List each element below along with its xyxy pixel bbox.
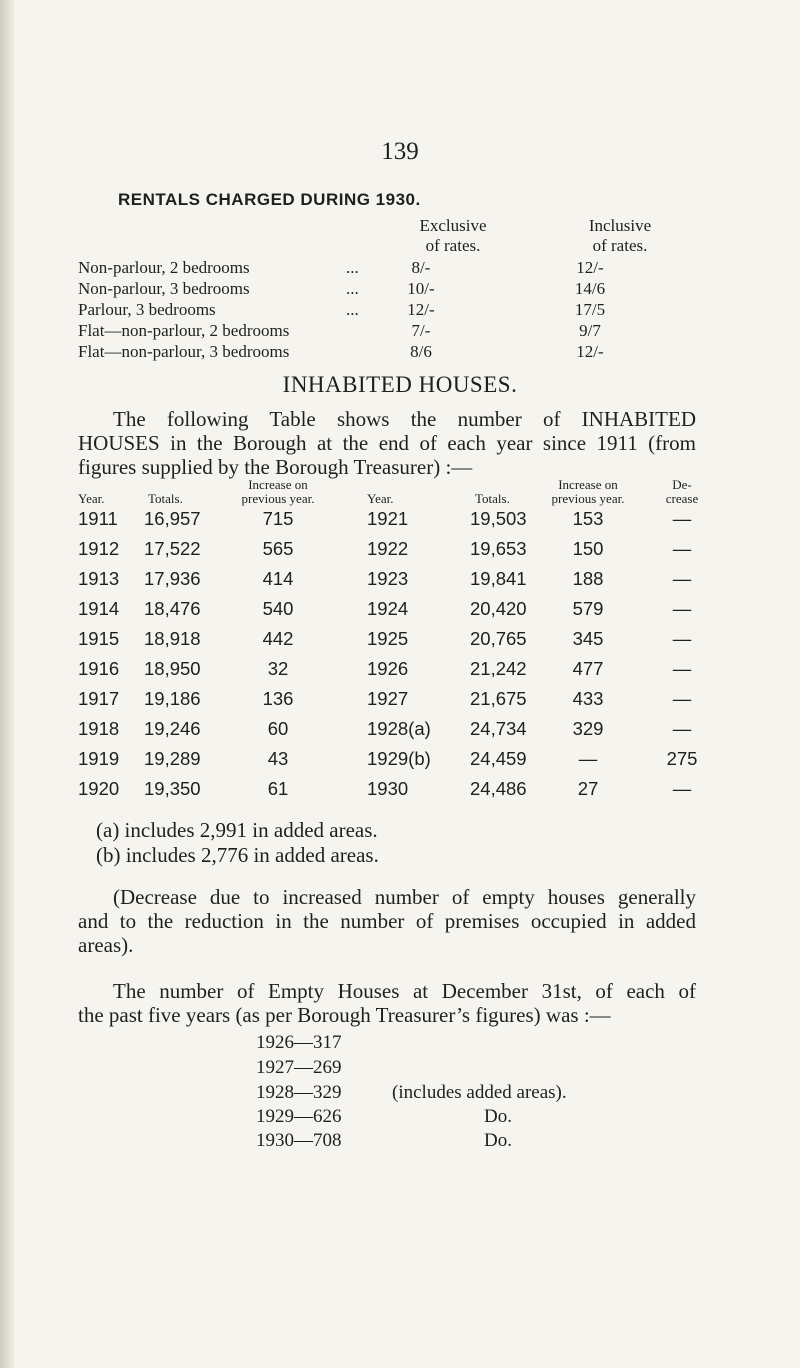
cell-year: 1916 [78,658,120,679]
cell-total: 19,841 [470,568,527,589]
leader-dots: ... [346,300,359,319]
cell-total: 19,653 [470,538,527,559]
rental-type: Flat—non-parlour, 2 bedrooms [78,321,290,340]
paragraph-line: (Decrease due to increased number of empty houses generally [113,885,696,909]
table-row [0,508,800,536]
rentals-row [78,321,698,343]
rentals-col-inclusive [555,216,685,256]
cell-increase: 345 [572,628,604,649]
rental-exclusive: 8/- [411,258,431,277]
empty-houses-entry: 1930—708 [256,1130,342,1151]
table-row [0,538,800,566]
rentals-col-inclusive-line2: of rates. [592,236,648,255]
cell-increase: 153 [572,508,604,529]
cell-year: 1927 [367,688,409,709]
cell-year: 1911 [78,508,118,529]
col-header-totals: Totals. [148,491,183,506]
table-row [0,718,800,746]
empty-houses-entry: 1928—329 [256,1082,342,1103]
empty-houses-note: Do. [484,1130,512,1151]
cell-decrease: — [672,508,692,529]
rentals-title: RENTALS CHARGED DURING 1930. [118,190,421,209]
rental-inclusive: 17/5 [574,300,606,319]
cell-total: 19,350 [144,778,201,799]
rental-exclusive: 8/6 [410,342,432,361]
col-header-increase [238,478,318,506]
paragraph-line: The following Table shows the number of INHABITED [113,407,696,431]
paragraph-line: and to the reduction in the number of premises occupied in added [78,909,696,933]
cell-decrease: — [672,718,692,739]
cell-year: 1929(b) [367,748,431,769]
cell-total: 18,476 [144,598,201,619]
cell-year: 1921 [367,508,409,529]
rentals-row [78,300,698,322]
paragraph-line: HOUSES in the Borough at the end of each year since 1911 (from [78,431,696,455]
table-row [0,568,800,596]
cell-total: 24,486 [470,778,527,799]
rental-inclusive: 12/- [576,258,604,277]
rental-type: Non-parlour, 2 bedrooms [78,258,250,277]
cell-year: 1917 [78,688,120,709]
leader-dots: ... [346,258,359,277]
table-row [0,628,800,656]
cell-increase: 43 [267,748,289,769]
col-header-year: Year. [367,491,394,506]
empty-houses-note: (includes added areas). [392,1082,567,1103]
rental-exclusive: 12/- [407,300,435,319]
footnote-b: (b) includes 2,776 in added areas. [96,843,379,867]
rental-type: Flat—non-parlour, 3 bedrooms [78,342,290,361]
cell-total: 19,289 [144,748,201,769]
rentals-col-inclusive-line1: Inclusive [588,216,652,235]
cell-year: 1918 [78,718,120,739]
cell-total: 20,765 [470,628,527,649]
cell-year: 1922 [367,538,409,559]
table-row [0,778,800,806]
cell-year: 1926 [367,658,409,679]
cell-increase: 329 [572,718,604,739]
col-header-increase-line2: previous year. [241,491,315,506]
table-row [0,688,800,716]
cell-increase: 715 [262,508,294,529]
cell-total: 18,918 [144,628,201,649]
rental-inclusive: 12/- [576,342,604,361]
empty-houses-paragraph [78,979,696,1027]
leader-dots: ... [346,279,359,298]
paragraph-line: figures supplied by the Borough Treasurer) :— [78,455,473,479]
cell-increase: 136 [262,688,294,709]
rentals-row [78,279,698,301]
cell-total: 17,936 [144,568,201,589]
cell-year: 1924 [367,598,409,619]
paragraph-line: The number of Empty Houses at December 31st, of each of [113,979,696,1003]
cell-total: 24,459 [470,748,527,769]
empty-houses-entry: 1927—269 [256,1057,342,1078]
cell-increase: 32 [267,658,289,679]
cell-decrease: — [672,598,692,619]
cell-increase: 188 [572,568,604,589]
cell-year: 1930 [367,778,409,799]
paragraph-line: the past five years (as per Borough Treasurer’s figures) was :— [78,1003,611,1027]
cell-year: 1923 [367,568,409,589]
rentals-col-exclusive-line1: Exclusive [419,216,487,235]
col-header-decrease-line1: De- [672,477,692,492]
cell-increase: 477 [572,658,604,679]
cell-decrease: — [672,658,692,679]
table-row [0,748,800,776]
cell-total: 20,420 [470,598,527,619]
empty-houses-entry: 1929—626 [256,1106,342,1127]
col-header-totals: Totals. [475,491,510,506]
cell-total: 19,503 [470,508,527,529]
cell-increase: 433 [572,688,604,709]
rentals-row [78,258,698,280]
rental-inclusive: 9/7 [579,321,601,340]
cell-total: 21,675 [470,688,527,709]
cell-decrease: — [672,568,692,589]
cell-year: 1928(a) [367,718,431,739]
cell-year: 1913 [78,568,120,589]
rentals-col-exclusive [388,216,518,256]
cell-increase: 565 [262,538,294,559]
col-header-increase [548,478,628,506]
cell-increase: — [578,748,598,769]
cell-total: 21,242 [470,658,527,679]
paragraph-line: areas). [78,933,134,957]
empty-houses-entry: 1926—317 [256,1032,342,1053]
table-row [0,658,800,686]
cell-year: 1925 [367,628,409,649]
cell-increase: 60 [267,718,289,739]
cell-decrease: — [672,778,692,799]
cell-increase: 579 [572,598,604,619]
cell-year: 1912 [78,538,120,559]
cell-year: 1920 [78,778,120,799]
cell-increase: 414 [262,568,294,589]
cell-increase: 540 [262,598,294,619]
cell-year: 1914 [78,598,120,619]
cell-total: 19,186 [144,688,201,709]
cell-total: 18,950 [144,658,201,679]
cell-year: 1915 [78,628,120,649]
col-header-decrease-line2: crease [665,491,699,506]
page-number: 139 [381,138,419,165]
col-header-decrease [652,478,712,506]
cell-decrease: — [672,628,692,649]
decrease-paragraph [78,885,696,957]
col-header-year: Year. [78,491,105,506]
rental-exclusive: 7/- [411,321,431,340]
cell-total: 24,734 [470,718,527,739]
rentals-row [78,342,698,362]
cell-increase: 150 [572,538,604,559]
col-header-increase-line1: Increase on [248,477,308,492]
cell-total: 19,246 [144,718,201,739]
rental-exclusive: 10/- [407,279,435,298]
rental-type: Parlour, 3 bedrooms [78,300,216,319]
rental-type: Non-parlour, 3 bedrooms [78,279,250,298]
cell-increase: 61 [267,778,289,799]
inhabited-houses-title: INHABITED HOUSES. [282,372,518,397]
table-row [0,598,800,626]
col-header-increase-line2: previous year. [551,491,625,506]
cell-decrease: — [672,688,692,709]
empty-houses-note: Do. [484,1106,512,1127]
cell-decrease: 275 [666,748,698,769]
inhabited-intro-paragraph [78,407,696,479]
cell-increase: 442 [262,628,294,649]
rentals-col-exclusive-line2: of rates. [425,236,481,255]
cell-increase: 27 [577,778,599,799]
rental-inclusive: 14/6 [574,279,606,298]
cell-total: 16,957 [144,508,201,529]
cell-decrease: — [672,538,692,559]
footnote-a: (a) includes 2,991 in added areas. [96,818,378,842]
cell-total: 17,522 [144,538,201,559]
col-header-increase-line1: Increase on [558,477,618,492]
cell-year: 1919 [78,748,120,769]
